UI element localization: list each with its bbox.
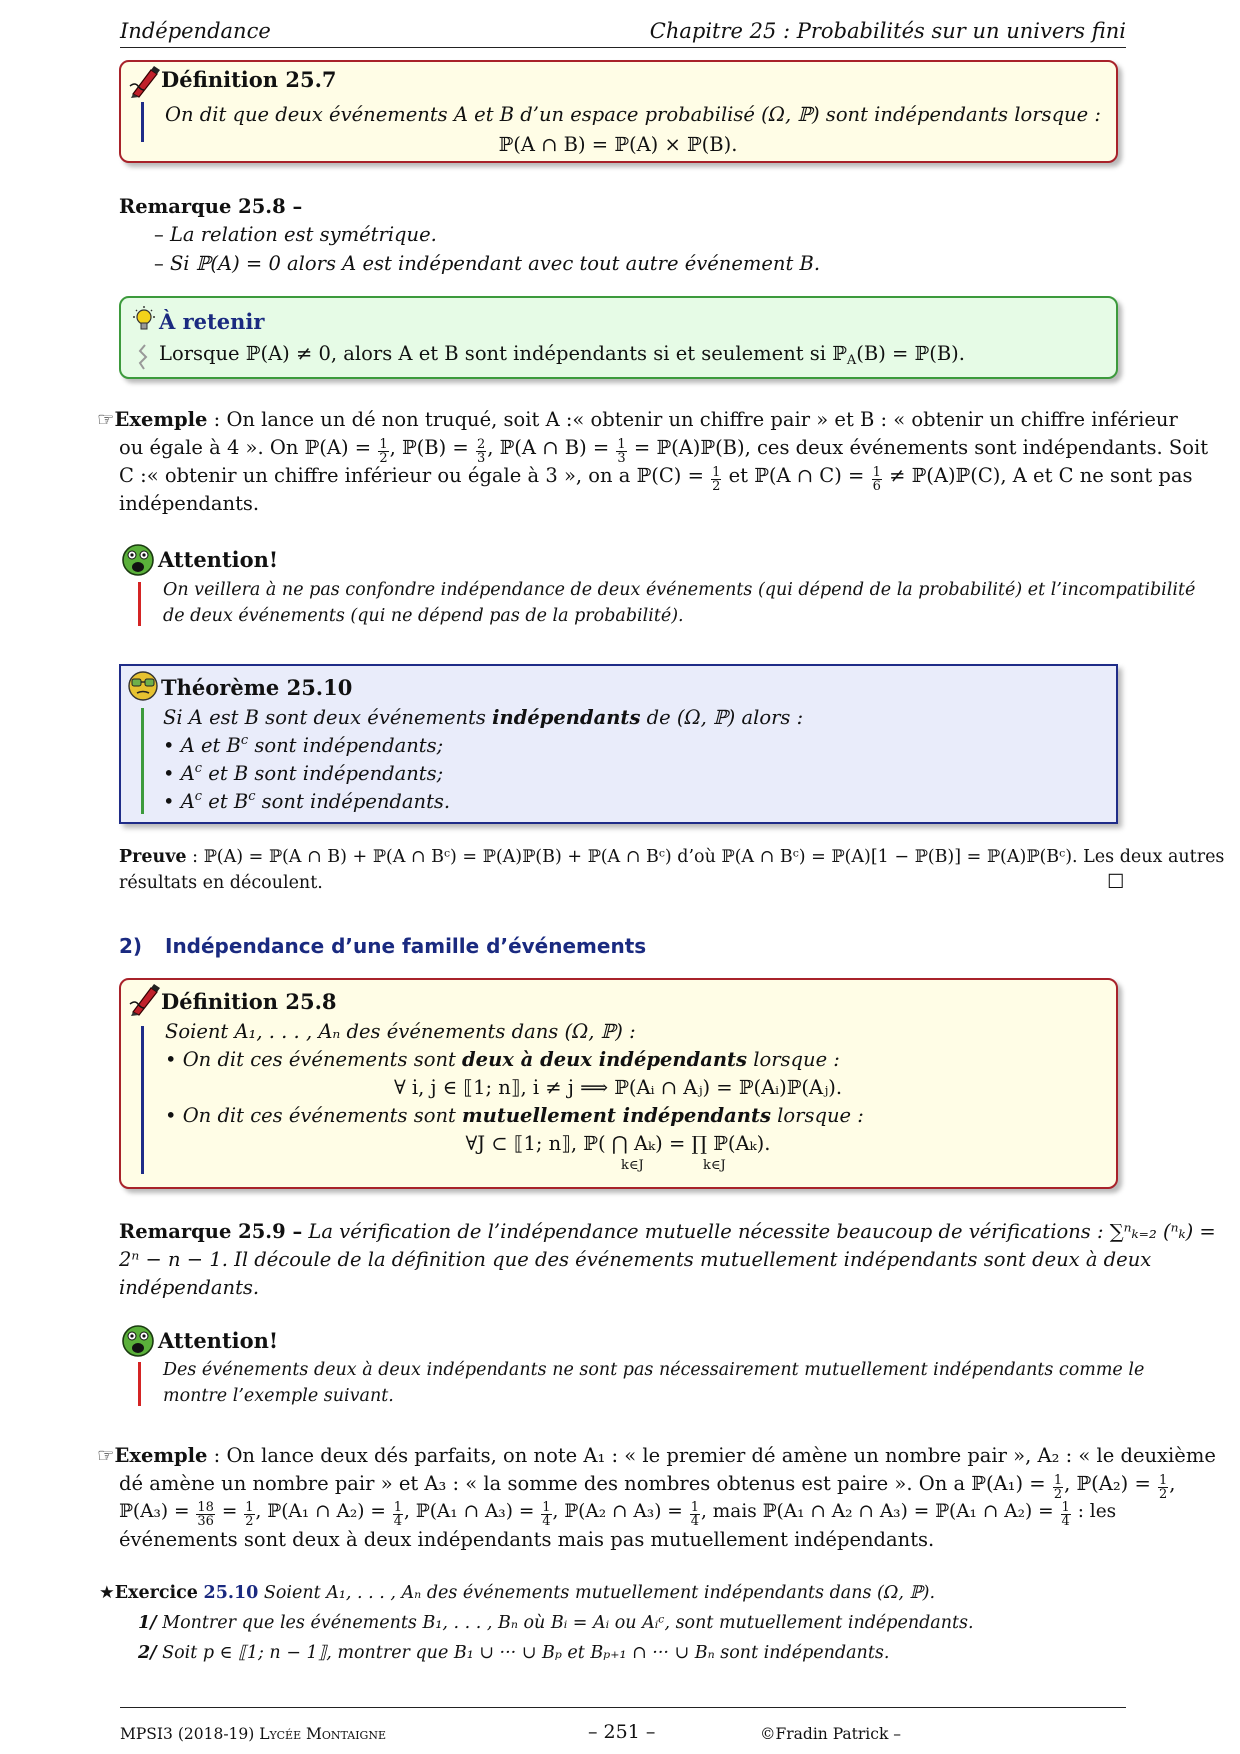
remark-item-2-text: Si ℙ(A) = 0 alors A est indépendant avec tout autre événement B.	[169, 252, 821, 275]
example-1-l2-d: = ℙ(A)ℙ(B), ces deux événements sont indépendants. Soit	[633, 436, 1209, 459]
d8-l2-a: • On dit ces événements sont	[165, 1048, 456, 1071]
frac-den: 4	[542, 1514, 551, 1529]
theorem-l1-b: de (Ω, ℙ) alors :	[646, 706, 804, 729]
qed-symbol: ☐	[1107, 870, 1125, 893]
attention-1-title: Attention!	[158, 547, 279, 572]
exercise-intro-text: Soient A₁, . . . , Aₙ des événements mutuellement indépendants dans (Ω, ℙ).	[263, 1583, 936, 1603]
pen-icon	[129, 982, 161, 1016]
example-2-line-1	[97, 1442, 1216, 1470]
proof-line-1-text: : ℙ(A) = ℙ(A ∩ B) + ℙ(A ∩ Bᶜ) = ℙ(A)ℙ(B) + ℙ(A ∩ Bᶜ) d’où ℙ(A ∩ Bᶜ) = ℙ(A)[1 − ℙ(B)] = ℙ(A)ℙ(Bᶜ). Les deux autres	[192, 847, 1225, 867]
definition-formula: ℙ(A ∩ B) = ℙ(A) × ℙ(B).	[498, 133, 738, 156]
thinker-face-icon	[127, 670, 159, 702]
ex2-l2-b: , ℙ(A₂) =	[1064, 1472, 1151, 1495]
pen-icon	[129, 64, 161, 98]
proof-line-2: résultats en découlent.	[119, 873, 323, 893]
remark-25-9-line-3: indépendants.	[119, 1276, 260, 1299]
example-1-l3-a: C :« obtenir un chiffre inférieur ou égale à 3 », on a ℙ(C) =	[119, 464, 704, 487]
ex2-l3-b: =	[221, 1501, 238, 1522]
definition-formula-1: ∀ i, j ∈ ⟦1; n⟧, i ≠ j ⟹ ℙ(Aᵢ ∩ Aⱼ) = ℙ(Aᵢ)ℙ(Aⱼ).	[393, 1076, 843, 1099]
tb3-sup: c	[194, 789, 203, 804]
example-2-line-4: événements sont deux à deux indépendants mais pas mutuellement indépendants.	[119, 1528, 935, 1551]
formula-2-sub-right: k∈J	[703, 1158, 726, 1173]
frac-num: 1	[1061, 1500, 1070, 1515]
example-1-l2-b: , ℙ(B) =	[389, 436, 469, 459]
frac-num: 18	[197, 1500, 214, 1515]
tb2-b: et B sont indépendants;	[208, 762, 444, 785]
frac-den: 6	[872, 479, 881, 494]
theorem-bullet-3	[163, 788, 450, 816]
attention-1-line-2: de deux événements (qui ne dépend pas de la probabilité).	[163, 606, 684, 626]
d8-l3-a: • On dit ces événements sont	[165, 1104, 456, 1127]
attention-1-bar	[138, 582, 141, 626]
definition-formula-2: ∀J ⊂ ⟦1; n⟧, ℙ( ⋂ Aₖ) = ∏ ℙ(Aₖ).	[465, 1132, 771, 1155]
example-1-line-1-text: : On lance un dé non truqué, soit A :« obtenir un chiffre pair » et B : « obtenir un chiffre inférieur	[213, 408, 1178, 431]
section-2-title: Indépendance d’une famille d’événements	[165, 934, 647, 958]
tb3-c: sont indépendants.	[261, 790, 451, 813]
definition-line-3	[165, 1102, 864, 1130]
frac-den: 2	[245, 1514, 254, 1529]
ex2-l3-a: ℙ(A₃) =	[119, 1501, 190, 1522]
frac-den: 2	[712, 479, 721, 494]
example-2-line-1-text: : On lance deux dés parfaits, on note A₁ : « le premier dé amène un nombre pair », A₂ : « le deuxième	[213, 1444, 1216, 1467]
warning-face-icon	[121, 1324, 155, 1358]
d8-l2-bold: deux à deux indépendants	[462, 1048, 748, 1071]
remark-25-9-line-2: 2ⁿ − n − 1. Il découle de la définition que des événements mutuellement indépendants sont deux à deux	[119, 1248, 1152, 1271]
frac-num: 1	[872, 465, 881, 480]
footer-right: ©Fradin Patrick –	[760, 1725, 902, 1743]
fraction	[690, 1501, 700, 1528]
tb3-a: • A	[163, 790, 195, 813]
remark-item-1-text: La relation est symétrique.	[169, 223, 437, 246]
frac-num: 1	[1053, 1473, 1063, 1488]
fraction	[711, 466, 721, 493]
ex2-l3-e: , ℙ(A₂ ∩ A₃) =	[552, 1501, 683, 1522]
attention-2-line-1: Des événements deux à deux indépendants ne sont pas nécessairement mutuellement indépendants comme le	[163, 1360, 1145, 1380]
header-right: Chapitre 25 : Probabilités sur un univers fini	[649, 19, 1126, 43]
example-1-l2-c: , ℙ(A ∩ B) =	[487, 436, 610, 459]
lightbulb-icon	[131, 306, 157, 336]
example-1-line-2	[119, 434, 1208, 465]
retenir-text-main: Lorsque ℙ(A) ≠ 0, alors A et B sont indépendants si et seulement si ℙ	[159, 342, 847, 365]
example-2-line-2: dé amène un nombre pair » et A₃ : « la somme des nombres obtenus est paire ». On a ℙ(A₁) = $\frac{1}{2}$ , ℙ(A₂) = $\frac{1}{2}$ ,	[119, 1472, 1176, 1502]
header-left: Indépendance	[120, 19, 271, 43]
remark-25-9-line-1-text: La vérification de l’indépendance mutuelle nécessite beaucoup de vérifications : ∑ⁿₖ₌₂ (ⁿₖ) =	[308, 1220, 1216, 1243]
fraction	[541, 1501, 551, 1528]
exercise-q1-text: Montrer que les événements B₁, . . . , Bₙ où Bᵢ = Aᵢ ou Aᵢᶜ, sont mutuellement indépendants.	[162, 1613, 974, 1633]
frac-num: 1	[690, 1500, 699, 1515]
exercise-q2	[138, 1640, 889, 1666]
theorem-l1-a: Si A est B sont deux événements	[163, 706, 486, 729]
definition-text: On dit que deux événements A et B d’un espace probabilisé (Ω, ℙ) sont indépendants lorsque :	[165, 103, 1101, 126]
theorem-bullet-2	[163, 760, 443, 788]
frac-den: 2	[1053, 1487, 1063, 1502]
exercise-intro	[99, 1580, 935, 1606]
tb1-b: sont indépendants;	[254, 734, 444, 757]
example-1-line-1	[97, 406, 1178, 434]
fraction	[1053, 1474, 1063, 1501]
theorem-bar	[141, 708, 144, 814]
tb3-sup2: c	[248, 789, 256, 804]
fraction	[476, 438, 486, 465]
page-header	[120, 16, 1126, 48]
exercise-number: 25.10	[203, 1583, 259, 1603]
retenir-box	[119, 296, 1118, 379]
tb1-sup: c	[240, 733, 249, 748]
ex2-l3-f: , mais ℙ(A₁ ∩ A₂ ∩ A₃) = ℙ(A₁ ∩ A₂) =	[700, 1501, 1054, 1522]
definition-25-7-box	[119, 60, 1118, 163]
example-1-l3-c: ≠ ℙ(A)ℙ(C), A et C ne sont pas	[889, 464, 1193, 487]
retenir-text	[159, 340, 965, 368]
remark-25-8-title: Remarque 25.8 –	[119, 195, 303, 218]
ex2-l3-d: , ℙ(A₁ ∩ A₃) =	[404, 1501, 535, 1522]
frac-den: 4	[393, 1514, 403, 1529]
tb3-b: et B	[208, 790, 249, 813]
definition-line-2	[165, 1046, 840, 1074]
tb2-sup: c	[194, 761, 203, 776]
attention-2-line-2: montre l’exemple suivant.	[163, 1386, 394, 1406]
frac-den: 2	[379, 451, 388, 466]
attention-2-bar	[138, 1362, 141, 1406]
exercise-q2-num: 2/	[138, 1643, 157, 1663]
frac-num: 1	[542, 1500, 551, 1515]
fraction	[196, 1501, 215, 1528]
frac-den: 36	[197, 1514, 214, 1529]
retenir-title: À retenir	[159, 309, 265, 334]
d8-l3-bold: mutuellement indépendants	[462, 1104, 771, 1127]
attention-2-title: Attention!	[158, 1328, 279, 1353]
footer-left: MPSI3 (2018-19) Lycée Montaigne	[120, 1725, 387, 1743]
frac-num: 1	[393, 1500, 403, 1515]
theorem-l1-bold: indépendants	[492, 706, 641, 729]
frac-num: 2	[476, 437, 486, 452]
retenir-sub: A	[846, 353, 857, 368]
fraction	[244, 1501, 254, 1528]
fraction	[393, 1501, 403, 1528]
exercise-q2-text: Soit p ∈ ⟦1; n − 1⟧, montrer que B₁ ∪ ··· ∪ Bₚ et Bₚ₊₁ ∩ ··· ∪ Bₙ sont indépendants.	[162, 1643, 890, 1663]
frac-den: 4	[690, 1514, 699, 1529]
proof-label: Preuve	[119, 847, 187, 867]
frac-num: 1	[245, 1500, 254, 1515]
proof-line-1	[119, 844, 1224, 870]
hand-icon: ☞	[97, 1444, 115, 1467]
frac-num: 1	[617, 437, 626, 452]
example-1-line-4: indépendants.	[119, 492, 260, 515]
footer-center: – 251 –	[588, 1721, 656, 1743]
squiggle-icon	[137, 344, 149, 370]
theorem-bullet-1	[163, 732, 443, 760]
hand-icon: ☞	[97, 408, 115, 431]
remark-25-9-title: Remarque 25.9 –	[119, 1220, 303, 1243]
example-1-line-3	[119, 462, 1192, 493]
frac-num: 1	[379, 437, 388, 452]
frac-num: 1	[1159, 1473, 1168, 1488]
definition-25-8-box	[119, 978, 1118, 1189]
fraction	[1158, 1474, 1168, 1501]
page-footer	[120, 1707, 1126, 1747]
exercise-q1-num: 1/	[138, 1613, 157, 1633]
ex2-l2-a: dé amène un nombre pair » et A₃ : « la somme des nombres obtenus est paire ». On a ℙ(A₁) =	[119, 1472, 1046, 1495]
tb2-a: • A	[163, 762, 195, 785]
definition-title: Définition 25.8	[161, 989, 337, 1014]
section-2-number: 2)	[119, 934, 143, 958]
fraction	[872, 466, 882, 493]
exercise-label: Exercice	[114, 1583, 198, 1603]
example-1-l2-a: ou égale à 4 ». On ℙ(A) =	[119, 436, 372, 459]
example-2-line-3	[119, 1498, 1116, 1528]
attention-1-line-1: On veillera à ne pas confondre indépendance de deux événements (qui dépend de la probabilité) et l’incompatibilité	[163, 580, 1196, 600]
frac-den: 3	[476, 451, 486, 466]
ex2-l3-g: : les	[1077, 1501, 1117, 1522]
frac-den: 3	[617, 451, 626, 466]
exercise-q1	[138, 1610, 974, 1636]
d8-l3-b: lorsque :	[777, 1104, 864, 1127]
definition-title: Définition 25.7	[161, 67, 337, 92]
ex2-l3-c: , ℙ(A₁ ∩ A₂) =	[255, 1501, 386, 1522]
definition-line-1: Soient A₁, . . . , Aₙ des événements dans (Ω, ℙ) :	[165, 1020, 636, 1043]
frac-den: 2	[1159, 1487, 1168, 1502]
remark-25-9-line-1	[119, 1218, 1216, 1246]
remark-item-1: – La relation est symétrique.	[154, 223, 437, 246]
fraction	[1061, 1501, 1071, 1528]
fraction	[378, 438, 388, 465]
retenir-text-end: (B) = ℙ(B).	[856, 342, 965, 365]
theorem-25-10-box	[119, 664, 1118, 824]
example-2-label: Exemple	[114, 1444, 208, 1467]
theorem-title: Théorème 25.10	[161, 675, 353, 700]
warning-face-icon	[121, 543, 155, 577]
example-1-l3-b: et ℙ(A ∩ C) =	[728, 464, 865, 487]
frac-num: 1	[712, 465, 721, 480]
d8-l2-b: lorsque :	[753, 1048, 840, 1071]
fraction	[616, 438, 626, 465]
tb1-a: • A et B	[163, 734, 241, 757]
theorem-line-1	[163, 704, 803, 732]
star-icon: ★	[99, 1583, 115, 1603]
remark-item-2: – Si ℙ(A) = 0 alors A est indépendant avec tout autre événement B.	[154, 252, 821, 275]
frac-den: 4	[1061, 1514, 1070, 1529]
example-1-label: Exemple	[114, 408, 208, 431]
formula-2-sub-left: k∈J	[621, 1158, 644, 1173]
